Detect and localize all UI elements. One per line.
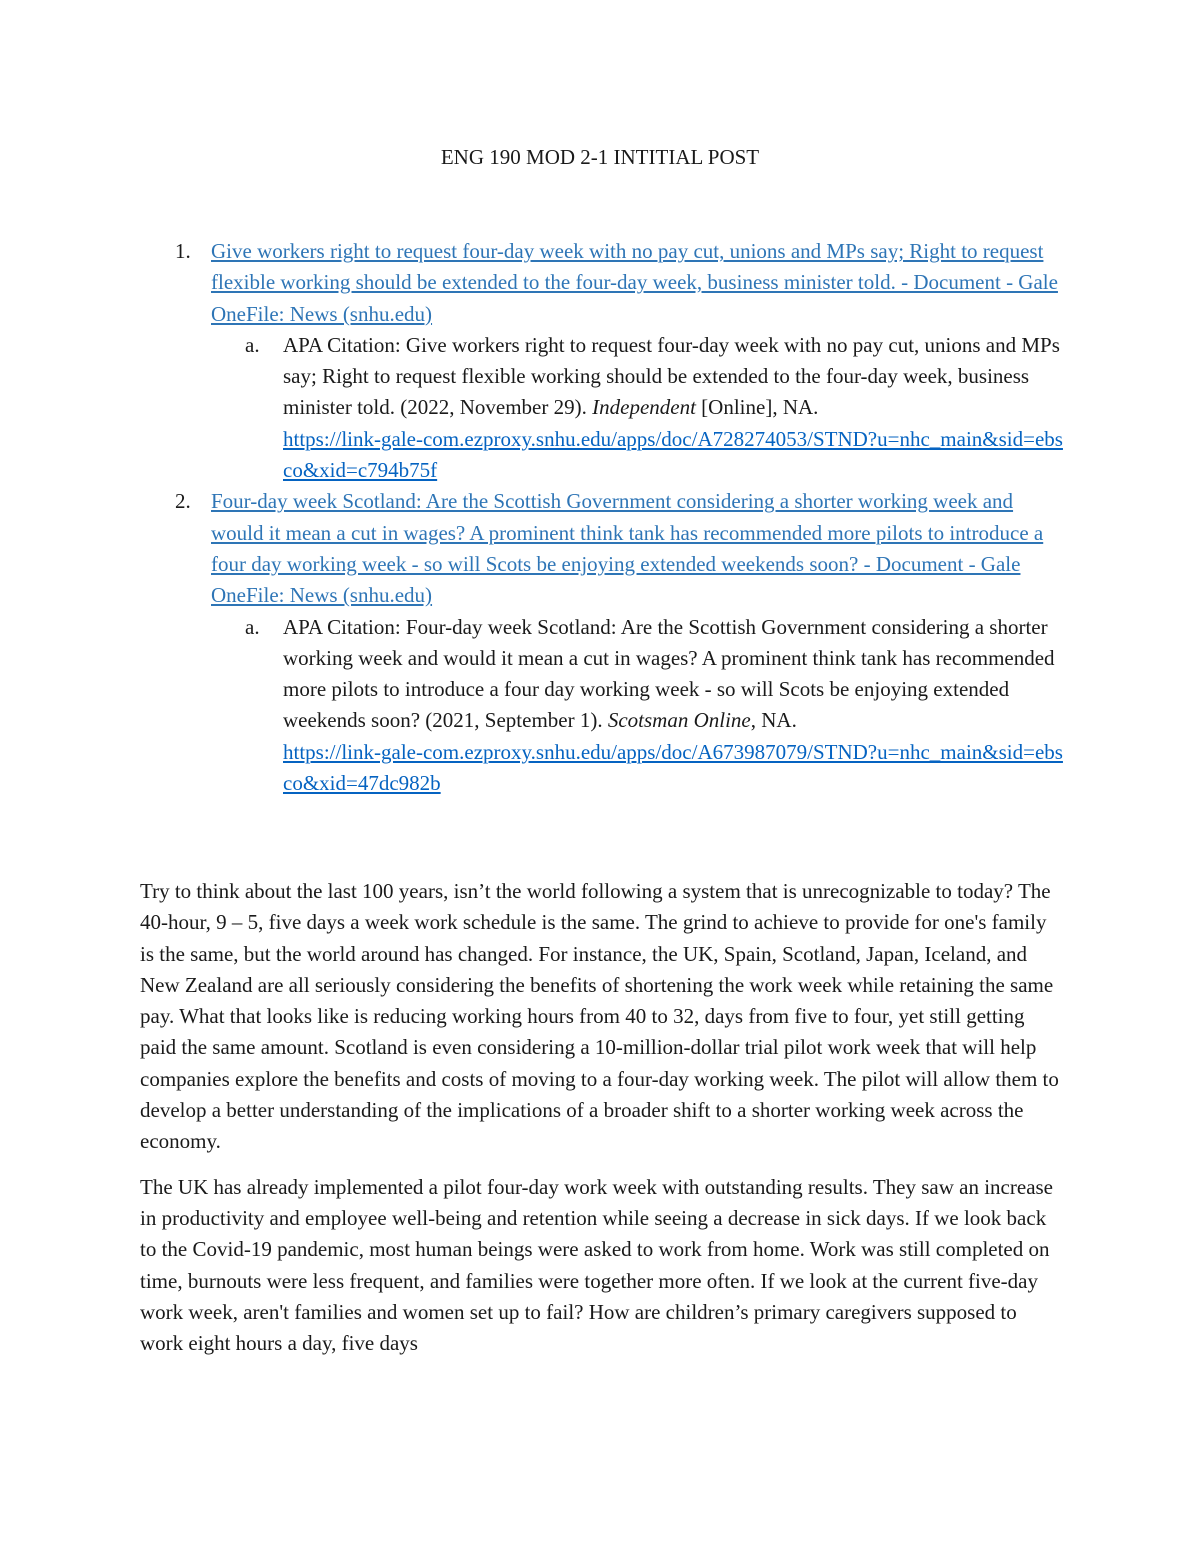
reference-link-1[interactable]: Give workers right to request four-day week with no pay cut, unions and MPs say; Right to request flexible working should be extended to the four-day week, business minister told. - Document - Gale OneFile: News (snhu.edu): [211, 239, 1058, 326]
citation-suffix: , NA.: [750, 708, 797, 733]
citation-letter: a.: [245, 614, 260, 639]
body-text: [140, 876, 1065, 1373]
citation-url-1[interactable]: https://link-gale-com.ezproxy.snhu.edu/apps/doc/A728274053/STND?u=nhc_main&sid=ebsco&xid=c794b75f: [283, 426, 1063, 483]
reference-list: [140, 236, 1065, 799]
reference-number: 2.: [175, 489, 191, 514]
paragraph: Try to think about the last 100 years, isn’t the world following a system that is unrecognizable to today? The 40-hour, 9 – 5, five days a week work schedule is the same. The grind to achieve to provide for one's family is the same, but the world around has changed. For instance, the UK, Spain, Scotland, Japan, Iceland, and New Zealand are all seriously considering the benefits of shortening the work week while retaining the same pay. What that looks like is reducing working hours from 40 to 32, days from five to four, yet still getting paid the same amount. Scotland is even considering a 10-million-dollar trial pilot work week that will help companies explore the benefits and costs of moving to a four-day working week. The pilot will allow them to develop a better understanding of the implications of a broader shift to a shorter working week across the economy.: [140, 879, 1059, 1154]
citation-text: APA Citation: Four-day week Scotland: Are the Scottish Government considering a shorter working week and would it mean a cut in wages? A prominent think tank has recommended more pilots to introduce a four day working week - so will Scots be enjoying extended weekends soon? (2021, September 1).: [283, 614, 1055, 733]
citation-letter: a.: [245, 332, 260, 357]
citation-source: Scotsman Online: [607, 708, 751, 733]
reference-item-2: [140, 486, 1065, 611]
citation-source: Independent: [592, 395, 696, 420]
citation-url-2[interactable]: https://link-gale-com.ezproxy.snhu.edu/apps/doc/A673987079/STND?u=nhc_main&sid=ebsco&xid=47dc982b: [283, 739, 1063, 796]
page-title: ENG 190 MOD 2-1 INTITIAL POST: [440, 145, 760, 169]
citation-item-2: [140, 612, 1065, 800]
reference-number: 1.: [175, 239, 191, 263]
reference-item-1: [140, 236, 1065, 330]
citation-body-2: [212, 612, 1065, 800]
citation-suffix: [Online], NA.: [695, 395, 819, 420]
paragraph: The UK has already implemented a pilot four-day work week with outstanding results. They saw an increase in productivity and employee well-being and retention while seeing a decrease in sick days. If we look back to the Covid-19 pandemic, most human beings were asked to work from home. Work was still completed on time, burnouts were less frequent, and families were together more often. If we look at the current five-day work week, aren't families and women set up to fail? How are children’s primary caregivers supposed to work eight hours a day, five days: [140, 1174, 1054, 1356]
citation-body-1: [212, 330, 1065, 486]
citation-item-1: [140, 330, 1065, 486]
reference-link-2[interactable]: Four-day week Scotland: Are the Scottish Government considering a shorter working week and would it mean a cut in wages? A prominent think tank has recommended more pilots to introduce a four day working week - so will Scots be enjoying extended weekends soon? - Document - Gale OneFile: News (snhu.edu): [211, 489, 1044, 608]
citation-text: APA Citation: Give workers right to request four-day week with no pay cut, unions and MPs say; Right to request flexible working should be extended to the four-day week, business minister told. (2022, November 29).: [283, 332, 1060, 420]
